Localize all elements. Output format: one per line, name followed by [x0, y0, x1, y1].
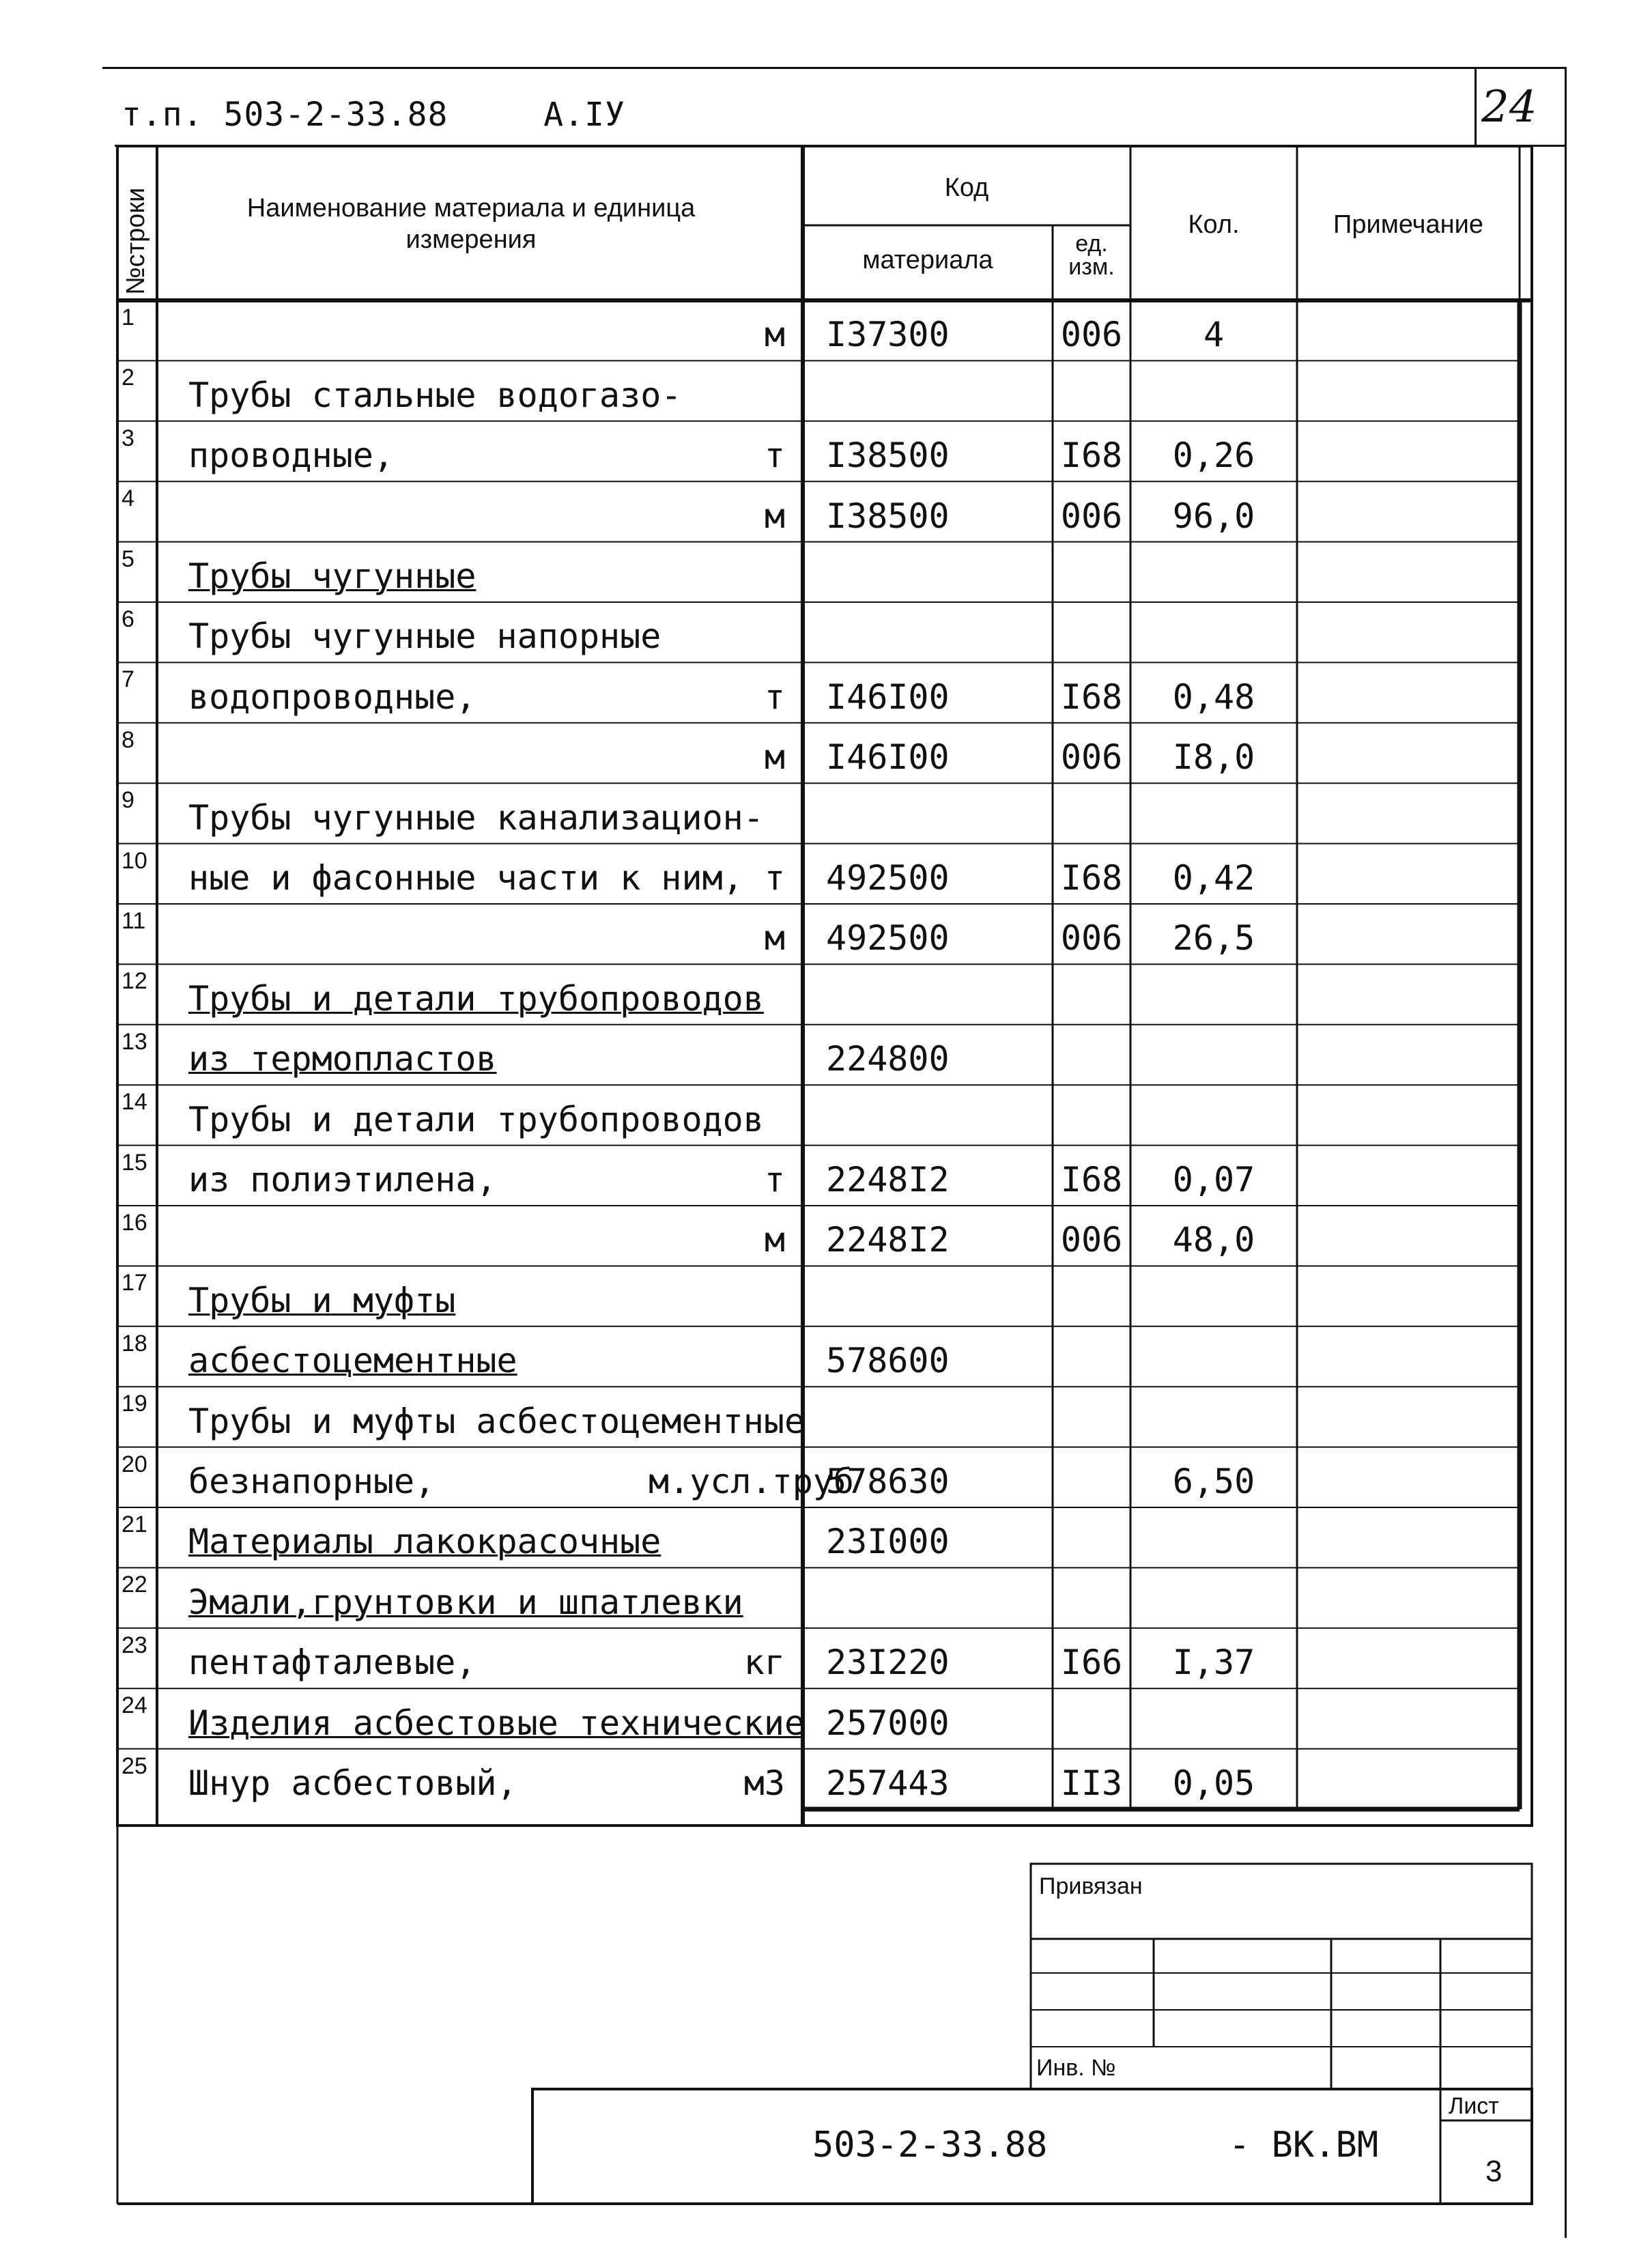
unit-code: I68: [1060, 1160, 1123, 1200]
row-number: 24: [122, 1692, 147, 1719]
unit-code: 006: [1060, 737, 1123, 778]
project-code: т.п. 503-2-33.88: [122, 96, 448, 134]
material-name: Трубы чугунные: [188, 556, 476, 596]
col-header-code-material: материала: [862, 246, 993, 274]
quantity: I8,0: [1172, 737, 1255, 778]
unit-code: I68: [1060, 858, 1123, 898]
material-code: 492500: [826, 918, 950, 959]
unit-code: I68: [1060, 436, 1123, 476]
row-number: 22: [122, 1572, 147, 1598]
material-code: 2248I2: [826, 1220, 950, 1260]
material-name: Эмали,грунтовки и шпатлевки: [188, 1582, 743, 1622]
row-number: 15: [122, 1149, 147, 1176]
unit-name: м: [764, 918, 785, 959]
material-name: проводные,: [188, 436, 395, 476]
material-name: Трубы стальные водогазо-: [188, 375, 682, 415]
row-number: 19: [122, 1391, 147, 1417]
material-name: Шнур асбестовый,: [188, 1763, 517, 1803]
material-code: 492500: [826, 858, 950, 898]
unit-name: м3: [743, 1763, 785, 1803]
material-name: Изделия асбестовые технические: [188, 1703, 806, 1743]
unit-code: II3: [1060, 1763, 1123, 1803]
material-name: Трубы чугунные канализацион-: [188, 797, 764, 838]
stamp-sheet-number: 3: [1485, 2155, 1503, 2188]
material-code: 578630: [826, 1462, 950, 1501]
row-number: 10: [122, 847, 147, 874]
stamp-doc-code: 503-2-33.88: [812, 2125, 1048, 2166]
unit-name: м: [764, 737, 785, 778]
material-code: 224800: [826, 1039, 950, 1079]
row-number: 7: [122, 666, 134, 693]
material-name: Трубы и детали трубопроводов: [188, 978, 764, 1019]
row-number: 4: [122, 485, 134, 512]
material-name: Трубы и муфты: [188, 1280, 456, 1320]
row-number: 17: [122, 1270, 147, 1296]
material-code: I46I00: [826, 677, 950, 717]
unit-code: 006: [1060, 1220, 1123, 1260]
row-number: 6: [122, 606, 134, 632]
material-name: водопроводные,: [188, 677, 476, 717]
row-number: 5: [122, 545, 134, 572]
material-code: 257443: [826, 1763, 950, 1803]
row-number: 9: [122, 787, 134, 814]
material-code: 578600: [826, 1341, 950, 1381]
material-name: Трубы и муфты асбестоцементные: [188, 1401, 806, 1441]
row-number: 2: [122, 365, 134, 391]
row-number: 16: [122, 1210, 147, 1236]
quantity: 26,5: [1172, 918, 1255, 959]
material-name: Материалы лакокрасочные: [188, 1522, 661, 1562]
unit-name: м: [764, 315, 785, 355]
unit-name: т: [764, 858, 785, 898]
material-code: 23I000: [826, 1522, 950, 1562]
unit-code: 006: [1060, 918, 1123, 959]
quantity: 48,0: [1172, 1220, 1255, 1260]
unit-name: т: [764, 1160, 785, 1200]
unit-name: м: [764, 496, 785, 536]
material-code: I38500: [826, 496, 950, 536]
row-number: 14: [122, 1089, 147, 1116]
material-code: 23I220: [826, 1643, 950, 1683]
row-number: 3: [122, 425, 134, 451]
material-code: 257000: [826, 1703, 950, 1743]
unit-code: 006: [1060, 315, 1123, 355]
quantity: I,37: [1172, 1643, 1255, 1683]
col-header-row-no: №строки: [122, 187, 150, 295]
stamp-doc-suffix: - ВК.ВМ: [1229, 2125, 1379, 2166]
material-name: асбестоцементные: [188, 1341, 517, 1381]
quantity: 4: [1203, 315, 1225, 355]
quantity: 0,26: [1172, 436, 1255, 476]
material-code: 2248I2: [826, 1160, 950, 1200]
material-name: ные и фасонные части к ним,: [188, 858, 743, 898]
section-code: А.IУ: [543, 96, 625, 134]
unit-code: I66: [1060, 1643, 1123, 1683]
row-number: 20: [122, 1451, 147, 1477]
stamp-bound-label: Привязан: [1039, 1873, 1143, 1899]
material-name: из термопластов: [188, 1039, 497, 1079]
quantity: 0,42: [1172, 858, 1255, 898]
col-header-note: Примечание: [1333, 210, 1483, 239]
material-name: Трубы чугунные напорные: [188, 616, 661, 657]
material-code: I38500: [826, 436, 950, 476]
quantity: 0,05: [1172, 1763, 1255, 1803]
row-number: 13: [122, 1028, 147, 1055]
unit-name: м.усл.труб: [649, 1462, 855, 1501]
material-name: безнапорные,: [188, 1462, 436, 1501]
row-number: 11: [122, 908, 146, 934]
row-number: 21: [122, 1511, 147, 1537]
material-name: Трубы и детали трубопроводов: [188, 1099, 764, 1139]
material-code: I46I00: [826, 737, 950, 778]
stamp-inv-label: Инв. №: [1036, 2055, 1116, 2081]
stamp-sheet-label: Лист: [1449, 2093, 1499, 2119]
unit-name: т: [764, 436, 785, 476]
row-number: 12: [122, 968, 147, 995]
material-name: пентафталевые,: [188, 1643, 476, 1683]
unit-name: кг: [743, 1643, 785, 1683]
row-number: 25: [122, 1752, 147, 1779]
col-header-qty: Кол.: [1188, 210, 1240, 239]
unit-name: т: [764, 677, 785, 717]
quantity: 0,07: [1172, 1160, 1255, 1200]
col-header-code-unit: ед. изм.: [1068, 231, 1115, 280]
row-number: 8: [122, 726, 134, 753]
row-number: 23: [122, 1632, 147, 1658]
col-header-code: Код: [944, 173, 989, 202]
material-name: из полиэтилена,: [188, 1160, 497, 1200]
quantity: 96,0: [1172, 496, 1255, 536]
unit-name: м: [764, 1220, 785, 1260]
material-code: I37300: [826, 315, 950, 355]
row-number: 1: [122, 304, 134, 330]
col-header-name: Наименование материала и единица измерения: [246, 194, 696, 254]
page-number: 24: [1481, 82, 1537, 132]
unit-code: I68: [1060, 677, 1123, 717]
quantity: 0,48: [1172, 677, 1255, 717]
row-number: 18: [122, 1330, 147, 1357]
quantity: 6,50: [1172, 1462, 1255, 1501]
unit-code: 006: [1060, 496, 1123, 536]
